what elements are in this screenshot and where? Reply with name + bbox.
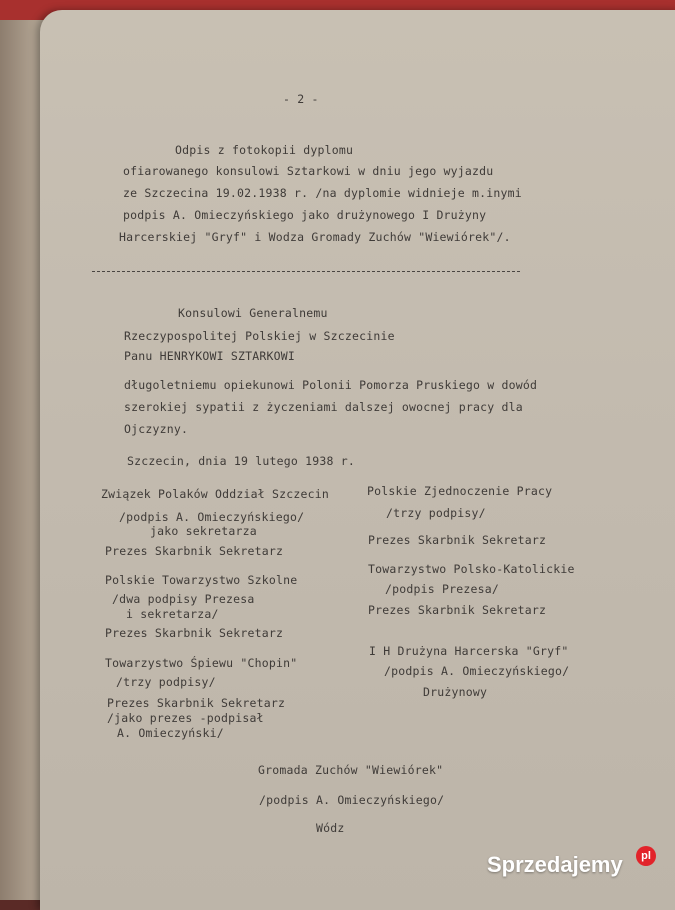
footer-line-2: /podpis A. Omieczyńskiego/ (259, 793, 445, 807)
right-col-line-3: Prezes Skarbnik Sekretarz (368, 533, 547, 547)
watermark-badge: pl (636, 846, 656, 866)
dedication-line-1: długoletniemu opiekunowi Polonii Pomorza Pruskiego w dowód (124, 378, 538, 392)
right-col-line-6: Prezes Skarbnik Sekretarz (368, 603, 547, 617)
left-col-line-4: Prezes Skarbnik Sekretarz (105, 544, 284, 558)
footer-line-1: Gromada Zuchów "Wiewiórek" (258, 763, 444, 777)
addressee-line-1: Konsulowi Generalnemu (178, 306, 328, 320)
right-col-line-8: /podpis A. Omieczyńskiego/ (384, 664, 570, 678)
left-col-line-8: Prezes Skarbnik Sekretarz (105, 626, 284, 640)
left-col-line-7: i sekretarza/ (126, 607, 219, 621)
left-col-line-9: Towarzystwo Śpiewu "Chopin" (105, 656, 298, 670)
dashed-separator (92, 271, 520, 272)
right-col-line-5: /podpis Prezesa/ (385, 582, 499, 596)
footer-line-3: Wódz (316, 821, 345, 835)
left-col-line-11: Prezes Skarbnik Sekretarz (107, 696, 286, 710)
left-col-line-1: Związek Polaków Oddział Szczecin (101, 487, 329, 501)
page-number: - 2 - (283, 92, 319, 106)
left-col-line-12: /jako prezes -podpisał (107, 711, 264, 725)
left-col-line-10: /trzy podpisy/ (116, 675, 216, 689)
right-col-line-1: Polskie Zjednoczenie Pracy (367, 484, 553, 498)
left-col-line-2: /podpis A. Omieczyńskiego/ (119, 510, 305, 524)
place-date: Szczecin, dnia 19 lutego 1938 r. (127, 454, 355, 468)
left-col-line-13: A. Omieczyński/ (117, 726, 224, 740)
left-col-line-5: Polskie Towarzystwo Szkolne (105, 573, 298, 587)
heading-line-5: Harcerskiej "Gryf" i Wodza Gromady Zuchów "Wiewiórek"/. (119, 230, 511, 244)
heading-line-4: podpis A. Omieczyńskiego jako drużynowego I Drużyny (123, 208, 487, 222)
left-col-line-6: /dwa podpisy Prezesa (112, 592, 255, 606)
right-col-line-4: Towarzystwo Polsko-Katolickie (368, 562, 575, 576)
heading-line-3: ze Szczecina 19.02.1938 r. /na dyplomie widnieje m.inymi (123, 186, 522, 200)
left-col-line-3: jako sekretarza (150, 524, 257, 538)
watermark-logo: Sprzedajemy (487, 852, 623, 877)
heading-line-1: Odpis z fotokopii dyplomu (175, 143, 354, 157)
dedication-line-2: szerokiej sypatii z życzeniami dalszej owocnej pracy dla (124, 400, 523, 414)
right-col-line-2: /trzy podpisy/ (386, 506, 486, 520)
dedication-line-3: Ojczyzny. (124, 422, 189, 436)
addressee-line-3: Panu HENRYKOWI SZTARKOWI (124, 349, 295, 363)
right-col-line-7: I H Drużyna Harcerska "Gryf" (369, 644, 569, 658)
heading-line-2: ofiarowanego konsulowi Sztarkowi w dniu jego wyjazdu (123, 164, 494, 178)
right-col-line-9: Drużynowy (423, 685, 488, 699)
addressee-line-2: Rzeczypospolitej Polskiej w Szczecinie (124, 329, 395, 343)
